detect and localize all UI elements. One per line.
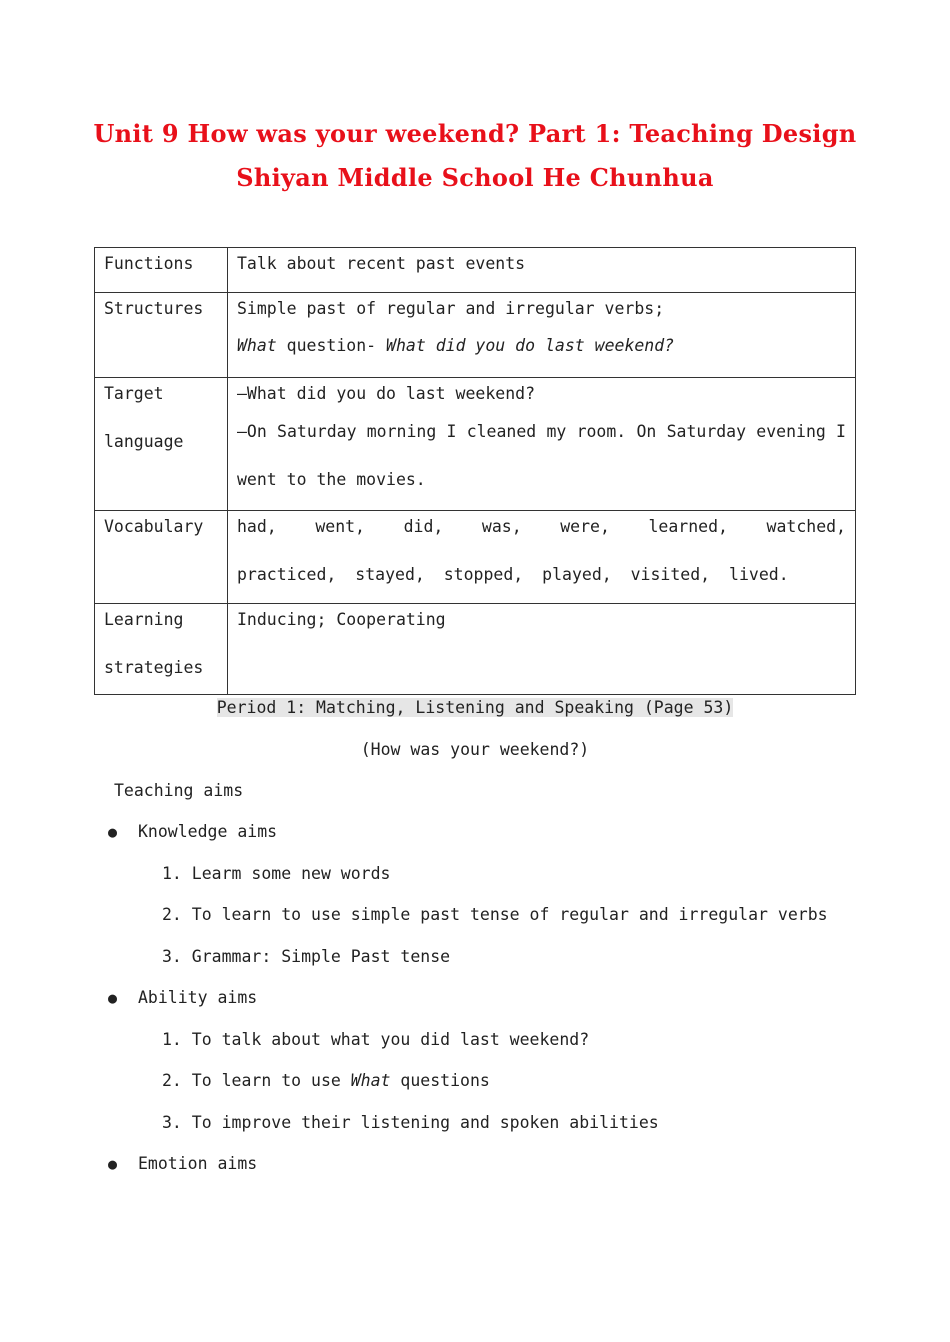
bullet-icon: ● (108, 1155, 118, 1173)
knowledge-item-2: 2. To learn to use simple past tense of regular and irregular verbs (162, 905, 828, 924)
ability-item-2-post: questions (390, 1071, 490, 1090)
lesson-overview-table (94, 247, 856, 695)
table-row (95, 378, 856, 511)
row-label-strategies: Learning strategies (104, 610, 204, 677)
row-label-structures: Structures (104, 299, 204, 318)
vocabulary-value: had, went, did, was, were, learned, watched, practiced, stayed, stopped, played, visited, lived. (237, 517, 846, 584)
table-row (95, 604, 856, 695)
bullet-icon: ● (108, 823, 118, 841)
structures-plain: question- (276, 336, 387, 355)
italic-what: What (237, 336, 277, 355)
document-title: Unit 9 How was your weekend? Part 1: Teaching Design (93, 119, 857, 148)
row-label-vocabulary: Vocabulary (104, 517, 204, 536)
bullet-icon: ● (108, 989, 118, 1007)
ability-item-3: 3. To improve their listening and spoken abilities (162, 1113, 659, 1132)
target-label-text: Target language (104, 384, 184, 451)
row-label-functions: Functions (104, 254, 194, 273)
table-row (95, 248, 856, 293)
knowledge-item-1: 1. Learm some new words (162, 864, 391, 883)
italic-question: What did you do last weekend? (386, 336, 675, 355)
document-subtitle: Shiyan Middle School He Chunhua (236, 163, 714, 192)
teaching-aims-heading: Teaching aims (114, 781, 244, 800)
knowledge-aims-label: Knowledge aims (138, 822, 278, 841)
target-question: —What did you do last weekend? (237, 384, 536, 403)
structures-line1: Simple past of regular and irregular verbs; (237, 299, 665, 318)
table-row (95, 293, 856, 378)
functions-value: Talk about recent past events (237, 254, 526, 273)
ability-aims-label: Ability aims (138, 988, 258, 1007)
table-row (95, 511, 856, 604)
target-answer: —On Saturday morning I cleaned my room. On Saturday evening I went to the movies. (237, 422, 846, 489)
period-title-text: Period 1: Matching, Listening and Speaking (Page 53) (216, 698, 734, 717)
ability-item-1: 1. To talk about what you did last weekend? (162, 1030, 590, 1049)
ability-item-2-pre: 2. To learn to use (162, 1071, 351, 1090)
period-subtitle: (How was your weekend?) (360, 740, 590, 759)
row-label-target (104, 370, 218, 466)
strategies-value: Inducing; Cooperating (237, 610, 446, 629)
structures-line2 (237, 325, 846, 367)
period-title (0, 698, 950, 717)
emotion-aims-label: Emotion aims (138, 1154, 258, 1173)
knowledge-item-3: 3. Grammar: Simple Past tense (162, 947, 451, 966)
ability-item-2 (162, 1071, 490, 1090)
ability-item-2-italic: What (350, 1071, 391, 1090)
